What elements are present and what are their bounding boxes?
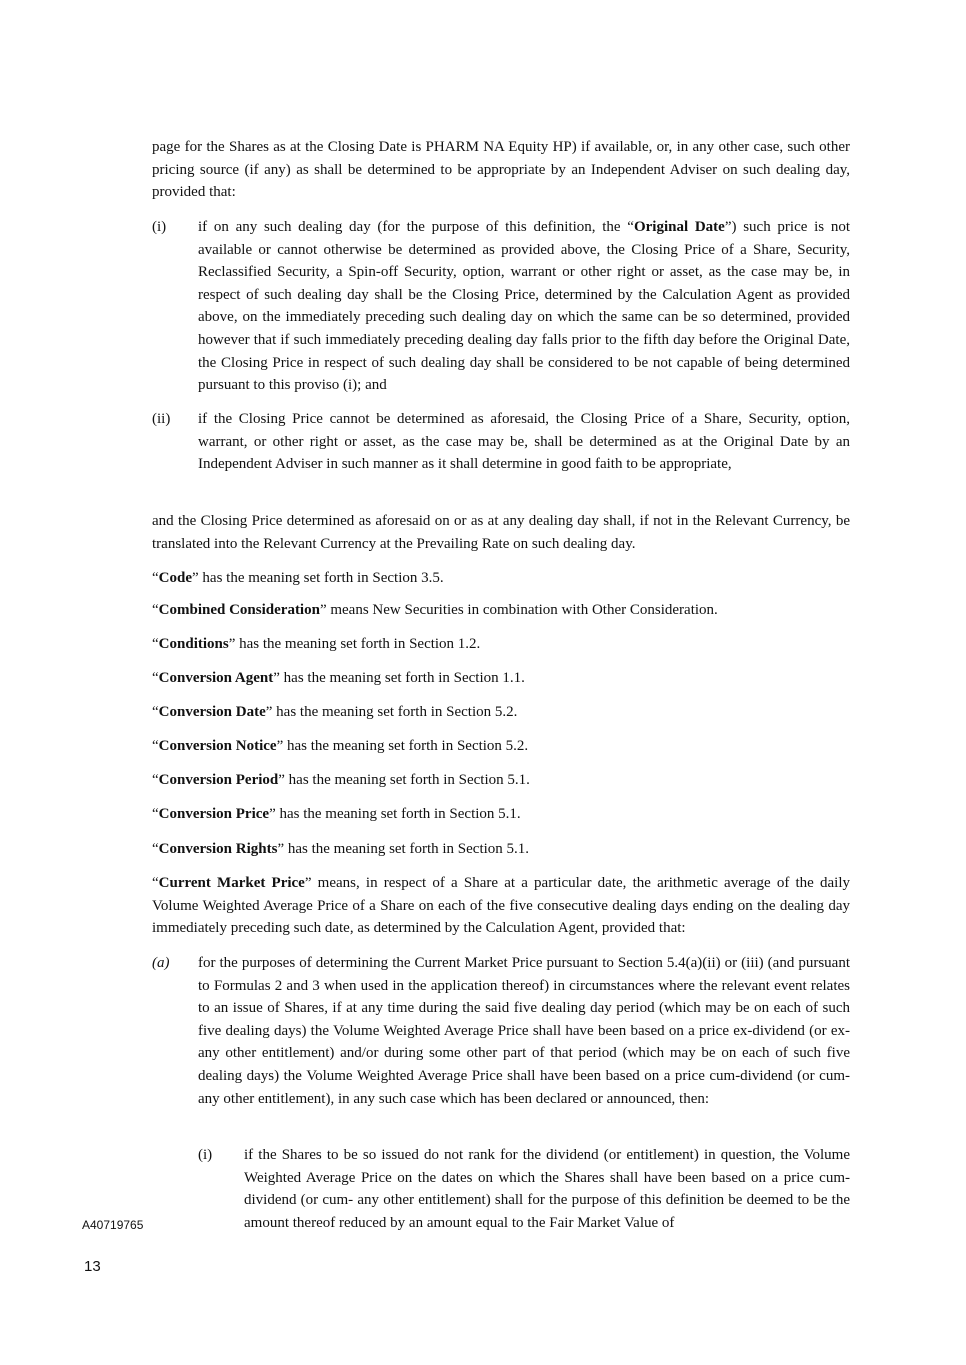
definition-conversion-notice: “Conversion Notice” has the meaning set forth in Section 5.2. (152, 738, 529, 754)
definition-text: ” has the meaning set forth in Section 1.2. (228, 636, 481, 652)
definition-conditions: “Conditions” has the meaning set forth in Section 1.2. (152, 636, 481, 652)
defined-term: Current Market Price (158, 875, 305, 891)
definition-text: ” has the meaning set forth in Section 3.5. (192, 570, 444, 586)
defined-term: Conversion Notice (158, 738, 277, 754)
proviso-number: (ii) (152, 411, 171, 427)
proviso-number: (i) (152, 219, 167, 235)
definition-text: ” has the meaning set forth in Section 1.1. (273, 670, 525, 686)
defined-term: Conversion Price (158, 806, 270, 822)
item-number: (a) (152, 955, 170, 971)
proviso-text: if the Closing Price cannot be determined as aforesaid, the Closing Price of a Share, Security, option, warrant, or other right or asset, as the case may be, shall be determined as at the Original Date by an Independent Adviser in such manner as it shall determine in good faith to be appropriate, (198, 411, 850, 473)
closing-price-tail: and the Closing Price determined as aforesaid on or as at any dealing day shall, if not in the Relevant Currency, be translated into the Relevant Currency at the Prevailing Rate on such dealing day. (152, 513, 850, 552)
definition-text: ” has the meaning set forth in Section 5.1. (277, 841, 530, 857)
defined-term: Conversion Period (158, 772, 279, 788)
definition-conversion-date: “Conversion Date” has the meaning set forth in Section 5.2. (152, 704, 518, 720)
definition-text: ” means New Securities in combination with Other Consideration. (319, 602, 718, 618)
defined-term: Conversion Date (158, 704, 266, 720)
definition-text: ” means, in respect of a Share at a particular date, the arithmetic average of the daily Volume Weighted Average Price of a Share on each of the five consecutive dealing days ending on the dealing day immediately preceding such date, as determined by the Calculation Agent, provided that: (152, 875, 850, 937)
proviso-text-part: ”) such price is not available or cannot otherwise be determined as provided above, the Closing Price of a Share, Security, Reclassified Security, a Spin-off Security, option, warrant or other right or asset, as the case may be, in respect of such dealing day shall be the Closing Price, determined by the Calculation Agent as provided above, on the immediately preceding such dealing day on which the same can be so determined, provided however that if such immediately preceding dealing day falls prior to the fifth day before the Original Date, the Closing Price in respect of such dealing day shall be considered to be not capable of being determined pursuant to this proviso (i); and (198, 219, 850, 394)
intro-paragraph: page for the Shares as at the Closing Date is PHARM NA Equity HP) if available, or, in any other case, such other pricing source (if any) as shall be determined to be appropriate by an Independent Adviser on such dealing day, provided that: (152, 139, 850, 201)
proviso-ii (152, 408, 850, 476)
item-text: for the purposes of determining the Current Market Price pursuant to Section 5.4(a)(ii) or (iii) (and pursuant to Formulas 2 and 3 when used in the application thereof) in circumstances where the relevant event relates to an issue of Shares, if at any time during the said five dealing day period (which may be on each of such five dealing days) the Volume Weighted Average Price shall have been based on a price ex-dividend (or ex- any other entitlement) and/or during some other part of that period (which may be on each of such five dealing days) the Volume Weighted Average Price shall have been based on a price cum-dividend (or cum- any other entitlement), in any such case which has been declared or announced, then: (198, 955, 850, 1107)
definition-code: “Code” has the meaning set forth in Section 3.5. (152, 570, 444, 586)
open-quote: “ (152, 875, 159, 891)
defined-term: Conversion Rights (158, 841, 278, 857)
definition-current-market-price (152, 872, 850, 940)
cmp-item-a-i (198, 1144, 850, 1234)
defined-term: Code (158, 570, 193, 586)
cmp-item-a (152, 952, 850, 1110)
proviso-text-part: if on any such dealing day (for the purpose of this definition, the “ (198, 219, 634, 235)
definition-conversion-agent: “Conversion Agent” has the meaning set forth in Section 1.1. (152, 670, 525, 686)
definition-conversion-period: “Conversion Period” has the meaning set forth in Section 5.1. (152, 772, 530, 788)
defined-term: Combined Consideration (158, 602, 320, 618)
definition-conversion-price: “Conversion Price” has the meaning set forth in Section 5.1. (152, 806, 521, 822)
defined-term: Conversion Agent (158, 670, 274, 686)
page-number: 13 (84, 1258, 101, 1275)
item-number: (i) (198, 1147, 213, 1163)
definition-text: ” has the meaning set forth in Section 5.1. (278, 772, 530, 788)
proviso-i (152, 216, 850, 397)
defined-term: Original Date (633, 219, 725, 235)
definition-text: ” has the meaning set forth in Section 5.2. (265, 704, 518, 720)
definition-combined-consideration: “Combined Consideration” means New Securities in combination with Other Consideration. (152, 602, 718, 618)
definition-text: ” has the meaning set forth in Section 5.1. (269, 806, 521, 822)
definition-text: ” has the meaning set forth in Section 5.2. (276, 738, 529, 754)
proviso-text (198, 216, 850, 397)
definition-conversion-rights: “Conversion Rights” has the meaning set forth in Section 5.1. (152, 841, 530, 857)
item-text: if the Shares to be so issued do not rank for the dividend (or entitlement) in question, the Volume Weighted Average Price on the dates on which the Shares shall have been based on a price cum-dividend (or cum- any other entitlement) shall for the purpose of this definition be deemed to be the amount thereof reduced by an amount equal to the Fair Market Value of (244, 1147, 850, 1231)
defined-term: Conditions (158, 636, 229, 652)
document-reference: A40719765 (82, 1218, 144, 1232)
